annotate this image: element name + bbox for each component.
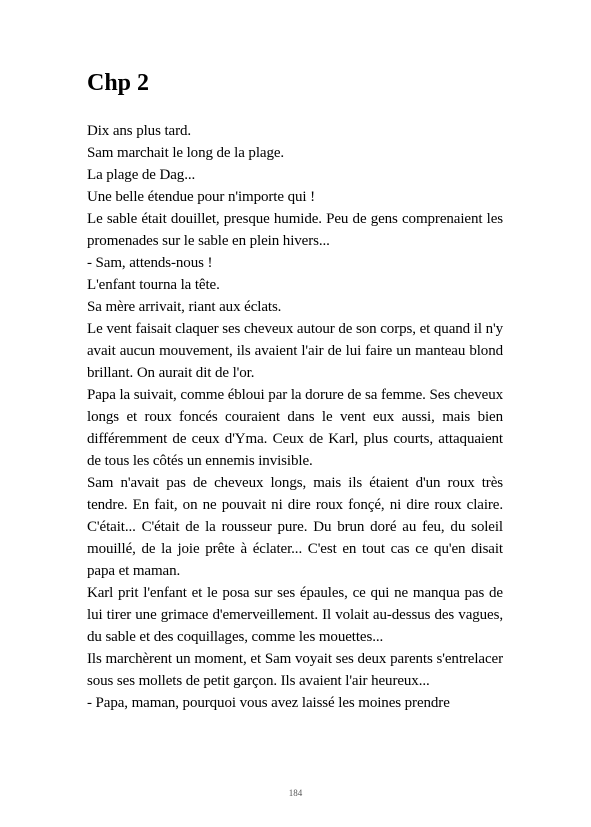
- body-text: [87, 120, 503, 714]
- paragraph: Karl prit l'enfant et le posa sur ses épaules, ce qui ne manqua pas de lui tirer une grimace d'emerveillement. Il volait au-dessus des vagues, du sable et des coquillages, comme les mouettes...: [87, 585, 503, 645]
- paragraph: Le sable était douillet, presque humide. Peu de gens comprenaient les promenades sur le sable en plein hivers...: [87, 211, 503, 249]
- paragraph: La plage de Dag...: [87, 167, 196, 183]
- paragraph: L'enfant tourna la tête.: [87, 277, 220, 293]
- paragraph: Dix ans plus tard.: [87, 123, 192, 139]
- page-number: 184: [288, 788, 303, 798]
- paragraph: Sam n'avait pas de cheveux longs, mais ils étaient d'un roux très tendre. En fait, on ne pouvait ni dire roux fonçé, ni dire roux claire. C'était... C'était de la rousseur pure. Du brun doré au feu, du soleil mouillé, de la joie prête à éclater... C'est en tout cas ce qu'en disait papa et maman.: [87, 475, 503, 579]
- paragraph: Une belle étendue pour n'importe qui !: [87, 189, 315, 205]
- paragraph: - Papa, maman, pourquoi vous avez laissé les moines prendre: [87, 695, 450, 711]
- paragraph: Sa mère arrivait, riant aux éclats.: [87, 299, 282, 315]
- paragraph: Le vent faisait claquer ses cheveux autour de son corps, et quand il n'y avait aucun mouvement, ils avaient l'air de lui faire un manteau blond brillant. On aurait dit de l'or.: [87, 321, 503, 381]
- paragraph: Sam marchait le long de la plage.: [87, 145, 285, 161]
- paragraph: - Sam, attends-nous !: [87, 255, 213, 271]
- chapter-title: Chp 2: [87, 70, 150, 96]
- paragraph: Papa la suivait, comme ébloui par la dorure de sa femme. Ses cheveux longs et roux foncés couraient dans le vent eux aussi, mais bien différemment de ceux d'Yma. Ceux de Karl, plus courts, attaquaient de tous les côtés un ennemis invisible.: [87, 387, 503, 469]
- paragraph: Ils marchèrent un moment, et Sam voyait ses deux parents s'entrelacer sous ses mollets de petit garçon. Ils avaient l'air heureux...: [87, 651, 503, 689]
